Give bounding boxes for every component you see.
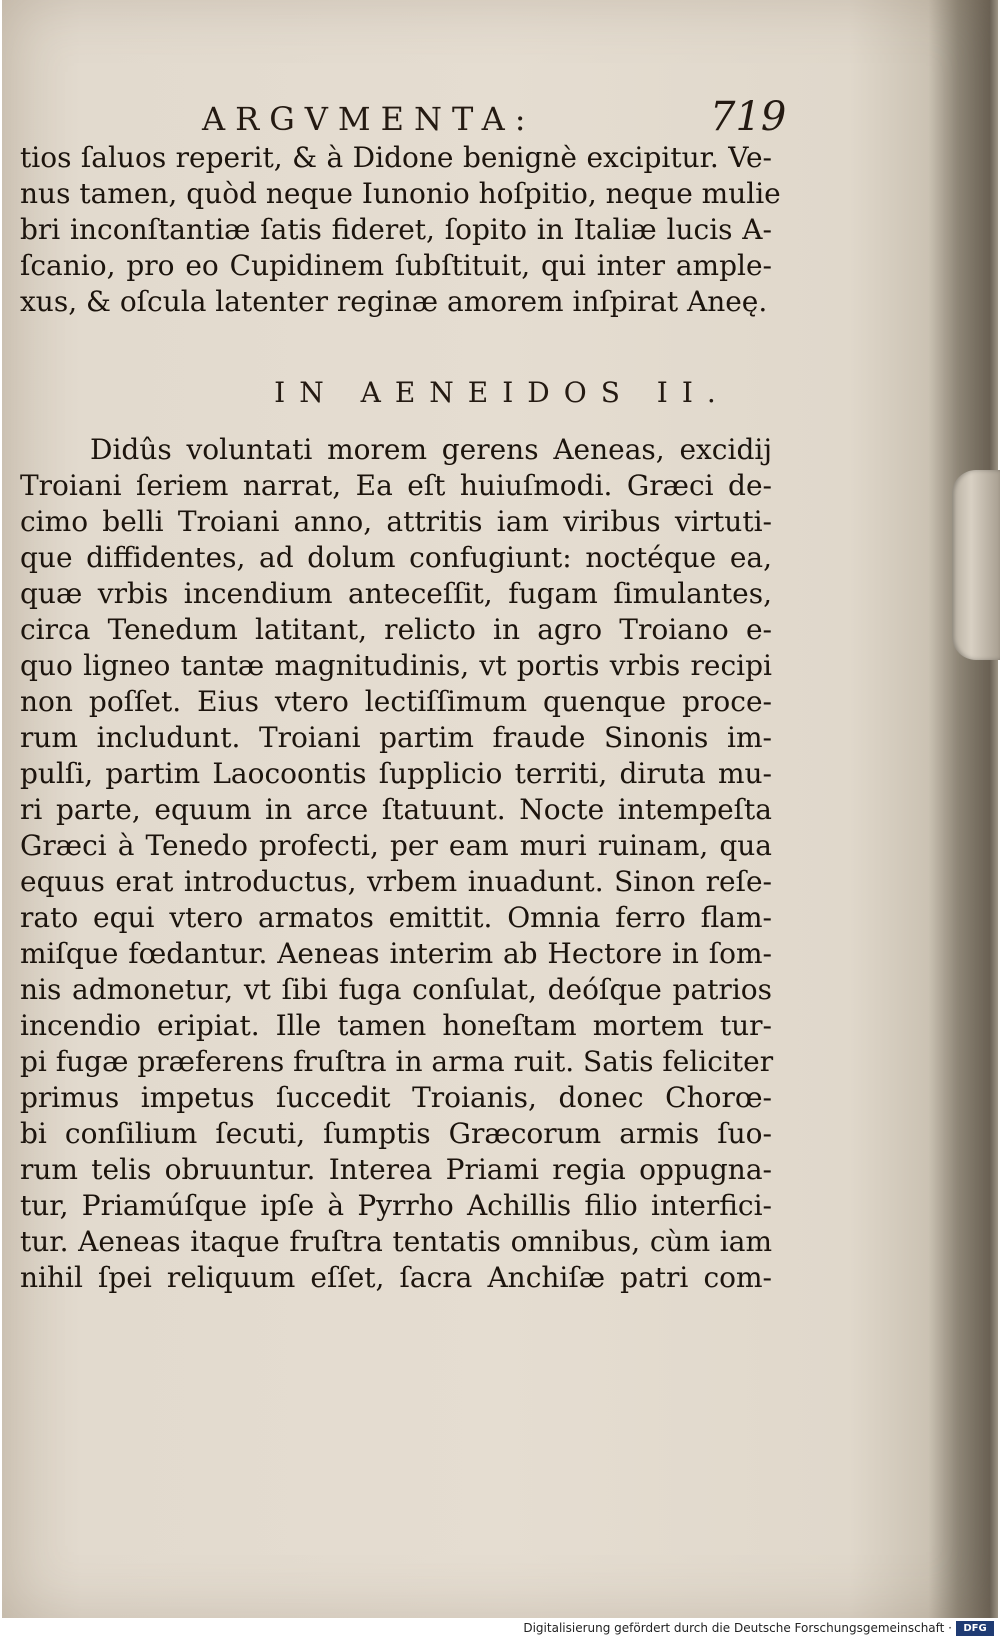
text-line: quæ vrbis incendium anteceſſit, fugam ſimulantes, <box>20 577 772 610</box>
text-line: nihil ſpei reliquum eſſet, ſacra Anchiſæ patri com- <box>20 1261 772 1294</box>
dfg-logo: DFG <box>956 1621 994 1636</box>
text-line: tur, Priamúſque ipſe à Pyrrho Achillis filio interfici- <box>20 1189 772 1222</box>
text-line: rum telis obruuntur. Interea Priami regia oppugna- <box>20 1153 772 1186</box>
text-line: ſcanio, pro eo Cupidinem ſubſtituit, qui inter ample- <box>20 249 772 282</box>
text-line: ri parte, equum in arce ſtatuunt. Nocte intempeſta <box>20 793 772 826</box>
text-line: rum includunt. Troiani partim fraude Sinonis im- <box>20 721 772 754</box>
text-line: circa Tenedum latitant, relicto in agro Troiano e- <box>20 613 772 646</box>
digitization-footer <box>0 1618 1000 1641</box>
text-line: equus erat introductus, vrbem inuadunt. Sinon reſe- <box>20 865 772 898</box>
text-line: xus, & oſcula latenter reginæ amorem inſpirat Aneę. <box>20 285 768 318</box>
section-heading: IN AENEIDOS II. <box>274 376 730 409</box>
text-line: tur. Aeneas itaque fruſtra tentatis omnibus, cùm iam <box>20 1225 772 1258</box>
text-line: incendio eripiat. Ille tamen honeſtam mortem tur- <box>20 1009 772 1042</box>
text-line: bi conſilium ſecuti, ſumptis Græcorum armis ſuo- <box>20 1117 772 1150</box>
text-line: Troiani ſeriem narrat, Ea eſt huiuſmodi. Græci de- <box>20 469 772 502</box>
funding-note: Digitalisierung gefördert durch die Deutsche Forschungsgemeinschaft · <box>523 1621 952 1635</box>
text-line: pulſi, partim Laocoontis ſupplicio territi, diruta mu- <box>20 757 772 790</box>
text-line: cimo belli Troiani anno, attritis iam viribus virtuti- <box>20 505 772 538</box>
text-line: non poſſet. Eius vtero lectiſſimum quenque proce- <box>20 685 772 718</box>
text-line: rato equi vtero armatos emittit. Omnia ferro flam- <box>20 901 772 934</box>
page-number: 719 <box>710 94 787 140</box>
text-line: miſque fœdantur. Aeneas interim ab Hectore in ſom- <box>20 937 772 970</box>
text-line: bri inconſtantiæ ſatis fideret, ſopito in Italiæ lucis A- <box>20 213 772 246</box>
text-line: nis admonetur, vt ſibi fuga conſulat, deóſque patrios <box>20 973 772 1006</box>
text-line: pi fugæ præferens fruſtra in arma ruit. Satis feliciter <box>20 1045 774 1078</box>
text-line: Græci à Tenedo profecti, per eam muri ruinam, qua <box>20 829 772 862</box>
text-line: tios ſaluos reperit, & à Didone benignè excipitur. Ve- <box>20 141 772 174</box>
book-page <box>2 0 998 1618</box>
intro-paragraph <box>20 140 781 320</box>
body-paragraph <box>20 432 772 1296</box>
text-line: que diffidentes, ad dolum confugiunt: noctéque ea, <box>20 541 772 574</box>
running-head: ARGVMENTA: <box>202 100 536 138</box>
text-line: primus impetus ſuccedit Troianis, donec Chorœ- <box>20 1081 772 1114</box>
text-line: nus tamen, quòd neque Iunonio hoſpitio, neque mulie <box>20 177 781 210</box>
page-edge-shadow <box>990 0 998 1618</box>
text-line: quo ligneo tantæ magnitudinis, vt portis vrbis recipi <box>20 649 772 682</box>
index-tab <box>952 470 1000 660</box>
text-line: Didûs voluntati morem gerens Aeneas, excidij <box>90 433 772 466</box>
